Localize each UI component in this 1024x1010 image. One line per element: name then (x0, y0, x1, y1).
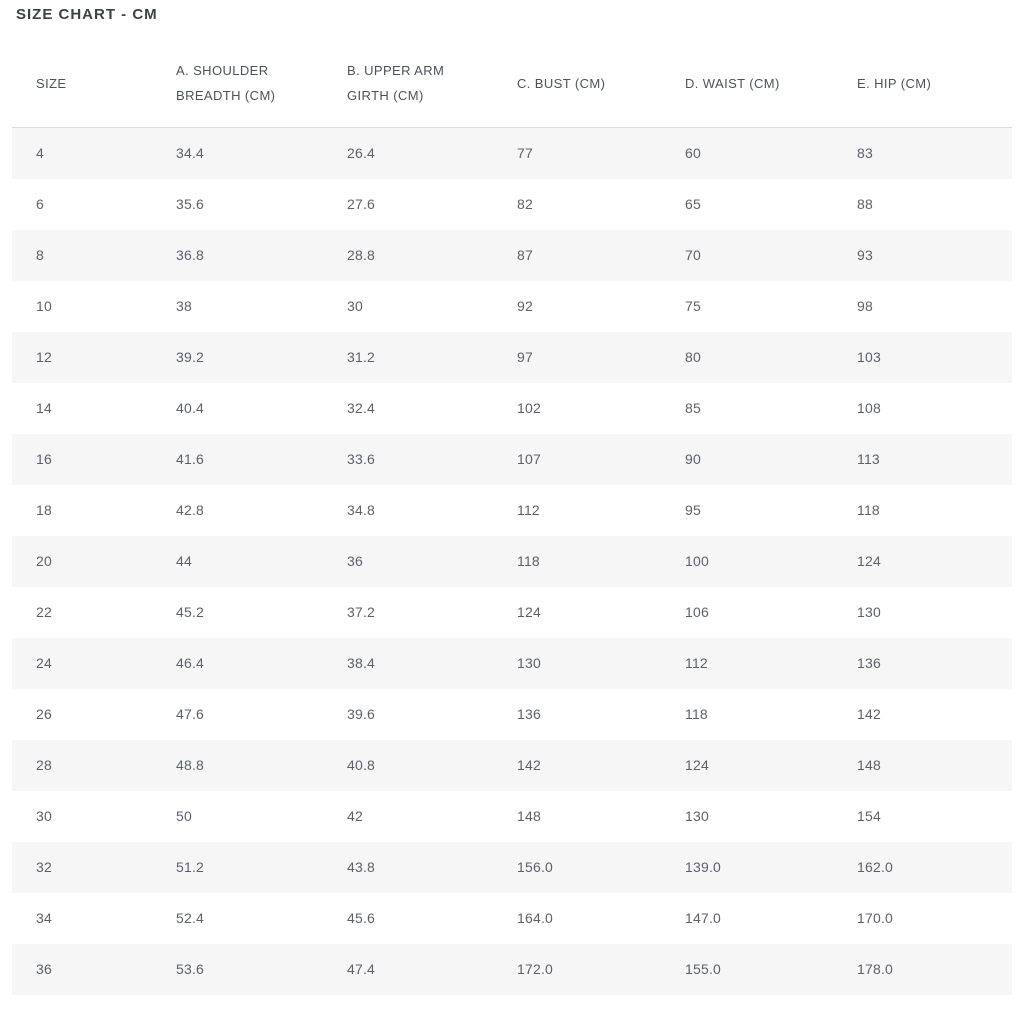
cell: 98 (857, 298, 873, 314)
column-header: SIZE (12, 39, 152, 128)
table-row (12, 536, 1012, 587)
cell: 14 (36, 400, 52, 416)
cell: 83 (857, 145, 873, 162)
cell: 130 (857, 604, 881, 620)
cell: 26 (36, 706, 52, 722)
cell: 48.8 (176, 757, 205, 773)
cell: 124 (685, 757, 709, 773)
cell: 147.0 (685, 910, 722, 926)
cell: 8 (36, 247, 44, 263)
cell: 80 (685, 349, 701, 365)
cell: 41.6 (176, 451, 205, 467)
cell: 107 (517, 451, 541, 467)
cell: 118 (685, 706, 708, 722)
cell: 118 (857, 502, 880, 518)
cell: 92 (517, 298, 533, 314)
table-row (12, 230, 1012, 281)
cell: 82 (517, 196, 533, 212)
cell: 16 (36, 451, 52, 467)
cell: 112 (685, 655, 708, 671)
cell: 170.0 (857, 910, 894, 926)
cell: 112 (517, 502, 540, 518)
table-row (12, 485, 1012, 536)
cell: 51.2 (176, 859, 205, 875)
cell: 26.4 (347, 145, 376, 162)
cell: 38 (176, 298, 192, 314)
cell: 32 (36, 859, 52, 875)
table-row (12, 332, 1012, 383)
cell: 42.8 (176, 502, 205, 518)
cell: 39.2 (176, 349, 205, 365)
cell: 36.8 (176, 247, 205, 263)
cell: 90 (685, 451, 701, 467)
cell: 18 (36, 502, 52, 518)
cell: 20 (36, 553, 52, 569)
cell: 34.8 (347, 502, 376, 518)
cell: 97 (517, 349, 533, 365)
cell: 87 (517, 247, 533, 263)
cell: 53.6 (176, 961, 205, 977)
table-row (12, 689, 1012, 740)
cell: 130 (685, 808, 709, 824)
cell: 103 (857, 349, 881, 365)
cell: 130 (517, 655, 541, 671)
cell: 47.4 (347, 961, 376, 977)
cell: 32.4 (347, 400, 376, 416)
cell: 106 (685, 604, 709, 620)
cell: 172.0 (517, 961, 554, 977)
cell: 28 (36, 757, 52, 773)
cell: 36 (347, 553, 363, 569)
cell: 154 (857, 808, 881, 824)
table-row (12, 638, 1012, 689)
cell: 52.4 (176, 910, 205, 926)
cell: 46.4 (176, 655, 205, 671)
cell: 38.4 (347, 655, 376, 671)
table-row (12, 281, 1012, 332)
cell: 108 (857, 400, 881, 416)
cell: 124 (857, 553, 881, 569)
cell: 77 (517, 145, 533, 162)
cell: 162.0 (857, 859, 894, 875)
cell: 37.2 (347, 604, 376, 620)
cell: 70 (685, 247, 701, 263)
cell: 44 (176, 553, 192, 569)
table-row (12, 893, 1012, 944)
cell: 124 (517, 604, 541, 620)
cell: 75 (685, 298, 701, 314)
cell: 36 (36, 961, 52, 977)
table-row (12, 179, 1012, 230)
cell: 42 (347, 808, 363, 824)
table-row (12, 434, 1012, 485)
cell: 85 (685, 400, 701, 416)
cell: 136 (857, 655, 881, 671)
cell: 4 (36, 145, 44, 162)
cell: 93 (857, 247, 873, 263)
cell: 45.6 (347, 910, 376, 926)
page-title: SIZE CHART - CM (16, 6, 158, 23)
table-row (12, 383, 1012, 434)
cell: 34 (36, 910, 52, 926)
cell: 88 (857, 196, 873, 212)
column-header: B. UPPER ARM GIRTH (CM) (323, 39, 493, 128)
table-row (12, 791, 1012, 842)
cell: 43.8 (347, 859, 376, 875)
cell: 95 (685, 502, 701, 518)
cell: 148 (517, 808, 541, 824)
header-row (12, 39, 1012, 128)
size-chart-table (12, 39, 1012, 995)
table-body (12, 128, 1012, 995)
cell: 10 (36, 298, 52, 314)
cell: 22 (36, 604, 52, 620)
column-header: D. WAIST (CM) (661, 39, 833, 128)
cell: 30 (347, 298, 363, 314)
table-row (12, 944, 1012, 995)
cell: 40.8 (347, 757, 376, 773)
cell: 6 (36, 196, 44, 212)
column-header: A. SHOULDER BREADTH (CM) (152, 39, 323, 128)
cell: 148 (857, 757, 881, 773)
cell: 45.2 (176, 604, 205, 620)
cell: 142 (857, 706, 881, 722)
cell: 113 (857, 451, 880, 467)
cell: 136 (517, 706, 541, 722)
cell: 27.6 (347, 196, 376, 212)
cell: 100 (685, 553, 709, 569)
cell: 118 (517, 553, 540, 569)
table-row (12, 587, 1012, 638)
cell: 65 (685, 196, 701, 212)
cell: 102 (517, 400, 541, 416)
cell: 47.6 (176, 706, 205, 722)
cell: 40.4 (176, 400, 205, 416)
cell: 156.0 (517, 859, 554, 875)
table-header (12, 39, 1012, 128)
cell: 30 (36, 808, 52, 824)
table-row (12, 842, 1012, 893)
cell: 60 (685, 145, 701, 162)
cell: 178.0 (857, 961, 894, 977)
column-header: E. HIP (CM) (833, 39, 1012, 128)
table-row (12, 128, 1012, 179)
cell: 33.6 (347, 451, 376, 467)
cell: 34.4 (176, 145, 205, 162)
cell: 12 (36, 349, 52, 365)
cell: 50 (176, 808, 192, 824)
cell: 139.0 (685, 859, 722, 875)
cell: 164.0 (517, 910, 554, 926)
cell: 28.8 (347, 247, 376, 263)
cell: 24 (36, 655, 52, 671)
cell: 31.2 (347, 349, 376, 365)
table-row (12, 740, 1012, 791)
column-header: C. BUST (CM) (493, 39, 661, 128)
cell: 155.0 (685, 961, 722, 977)
cell: 39.6 (347, 706, 376, 722)
cell: 142 (517, 757, 541, 773)
cell: 35.6 (176, 196, 205, 212)
